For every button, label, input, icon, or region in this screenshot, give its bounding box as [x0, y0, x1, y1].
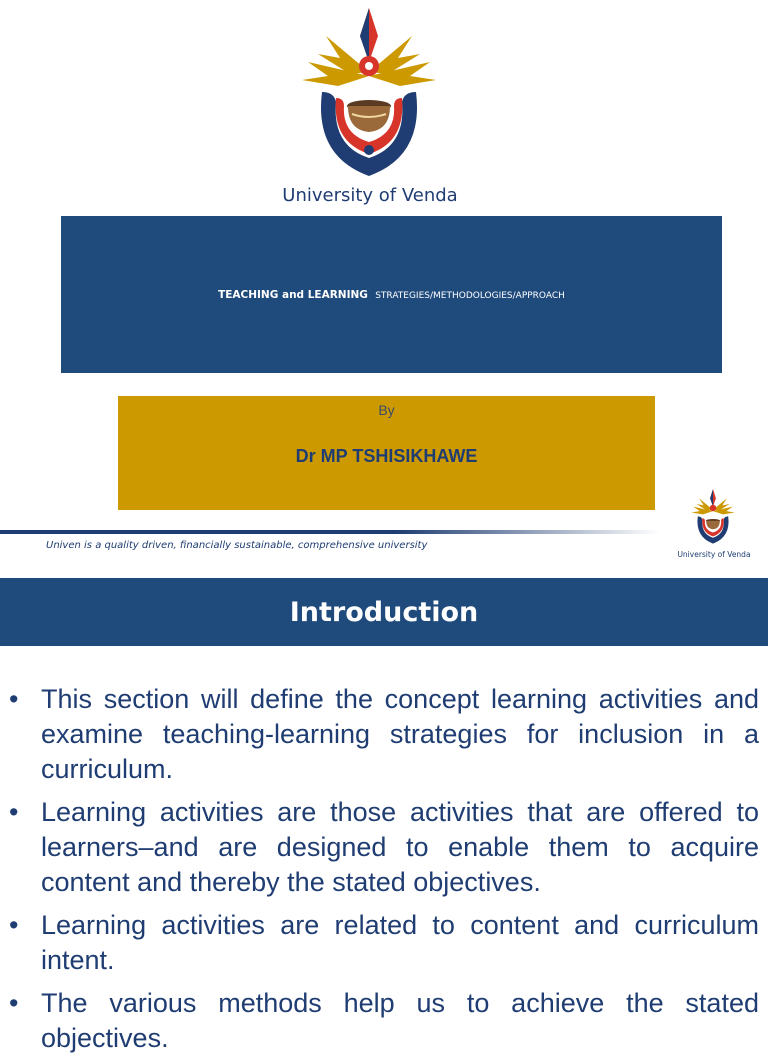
small-crest-icon — [690, 488, 736, 546]
intro-bullet-list — [0, 682, 768, 1064]
intro-header — [0, 578, 768, 646]
title-sub: STRATEGIES/METHODOLOGIES/APPROACH — [375, 290, 565, 301]
presentation-title — [218, 289, 565, 301]
bullet-icon: • — [9, 797, 19, 827]
author-name: Dr MP TSHISIKHAWE — [295, 446, 478, 466]
university-name: University of Venda — [282, 185, 458, 206]
bullet-icon: • — [9, 988, 19, 1018]
footer-divider — [0, 530, 660, 534]
university-crest-icon — [298, 6, 440, 182]
intro-title: Introduction — [289, 596, 479, 628]
list-item: • This section will define the concept learning activities and examine teaching-learning strategies for inclusion in a curriculum. — [9, 684, 759, 784]
by-label: By — [378, 402, 395, 418]
list-item: • Learning activities are related to content and curriculum intent. — [9, 910, 759, 975]
list-item: • Learning activities are those activities that are offered to learners–and are designed to enable them to acquire content and thereby the stated objectives. — [9, 797, 759, 897]
bullet-icon: • — [9, 684, 19, 714]
title-main: TEACHING and LEARNING — [218, 288, 368, 301]
university-tagline: Univen is a quality driven, financially sustainable, comprehensive university — [46, 540, 428, 551]
small-logo-name: University of Venda — [677, 550, 751, 559]
bullet-icon: • — [9, 910, 19, 940]
title-banner — [61, 216, 722, 373]
list-item: • The various methods help us to achieve the stated objectives. — [9, 988, 759, 1053]
author-banner — [118, 396, 655, 510]
